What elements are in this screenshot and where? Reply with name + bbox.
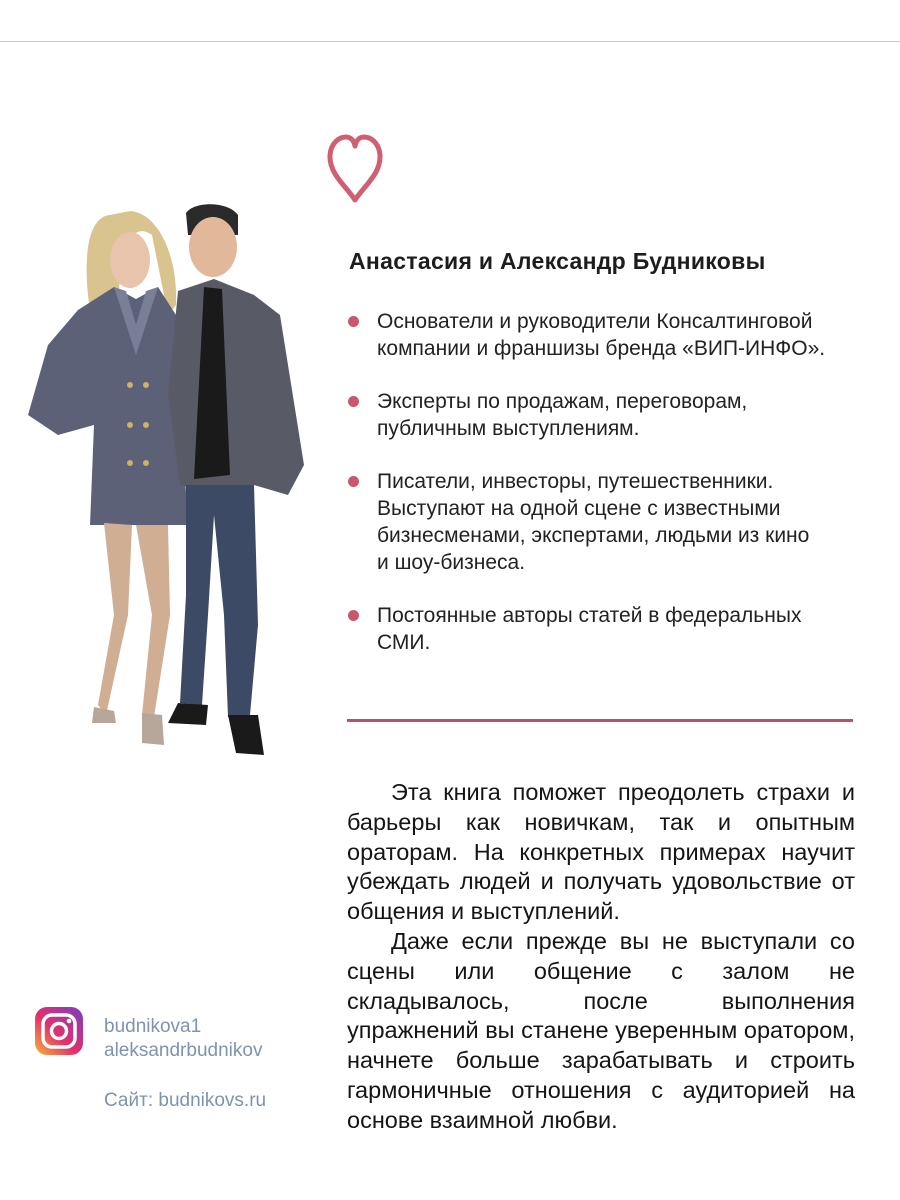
authors-photo xyxy=(18,195,318,775)
description-paragraph: Даже если прежде вы не выступали со сцены или общение с залом не складывалось, после выполнения упражнений вы станене уверенным оратором, начнете больше зарабатывать и строить гармоничные отношения с аудиторией на основе взаимной любви. xyxy=(347,927,855,1133)
instagram-account-link[interactable]: budnikova1 xyxy=(104,1016,202,1037)
authors-title: Анастасия и Александр Будниковы xyxy=(349,248,766,274)
bullet-list xyxy=(345,308,865,656)
heart-outline-icon xyxy=(326,134,384,206)
book-description xyxy=(347,778,855,1136)
top-divider-line xyxy=(0,41,900,42)
bullet-dot-icon xyxy=(348,316,359,327)
instagram-icon[interactable] xyxy=(34,1006,84,1056)
bullet-item: Основатели и руководители Консалтинговой компании и франшизы бренда «ВИП-ИНФО». xyxy=(345,308,865,362)
bullet-dot-icon xyxy=(348,610,359,621)
website-link[interactable]: Сайт: budnikovs.ru xyxy=(104,1090,267,1111)
bullet-item: Писатели, инвесторы, путешественники. Выступают на одной сцене с известными бизнесменами, экспертами, людьми из кино и шоу-бизнеса. xyxy=(345,468,865,576)
bullet-item: Постоянные авторы статей в федеральных СМИ. xyxy=(345,602,865,656)
bullet-item: Эксперты по продажам, переговорам, публичным выступлениям. xyxy=(345,388,865,442)
section-divider xyxy=(347,719,853,722)
description-paragraph: Эта книга поможет преодолеть страхи и барьеры как новичкам, так и опытным ораторам. На конкретных примерах научит убеждать людей и получать удовольствие от общения и выступлений. xyxy=(347,779,855,925)
instagram-account-link[interactable]: aleksandrbudnikov xyxy=(104,1040,263,1061)
bullet-dot-icon xyxy=(348,396,359,407)
instagram-accounts xyxy=(104,1015,262,1063)
bullet-dot-icon xyxy=(348,476,359,487)
